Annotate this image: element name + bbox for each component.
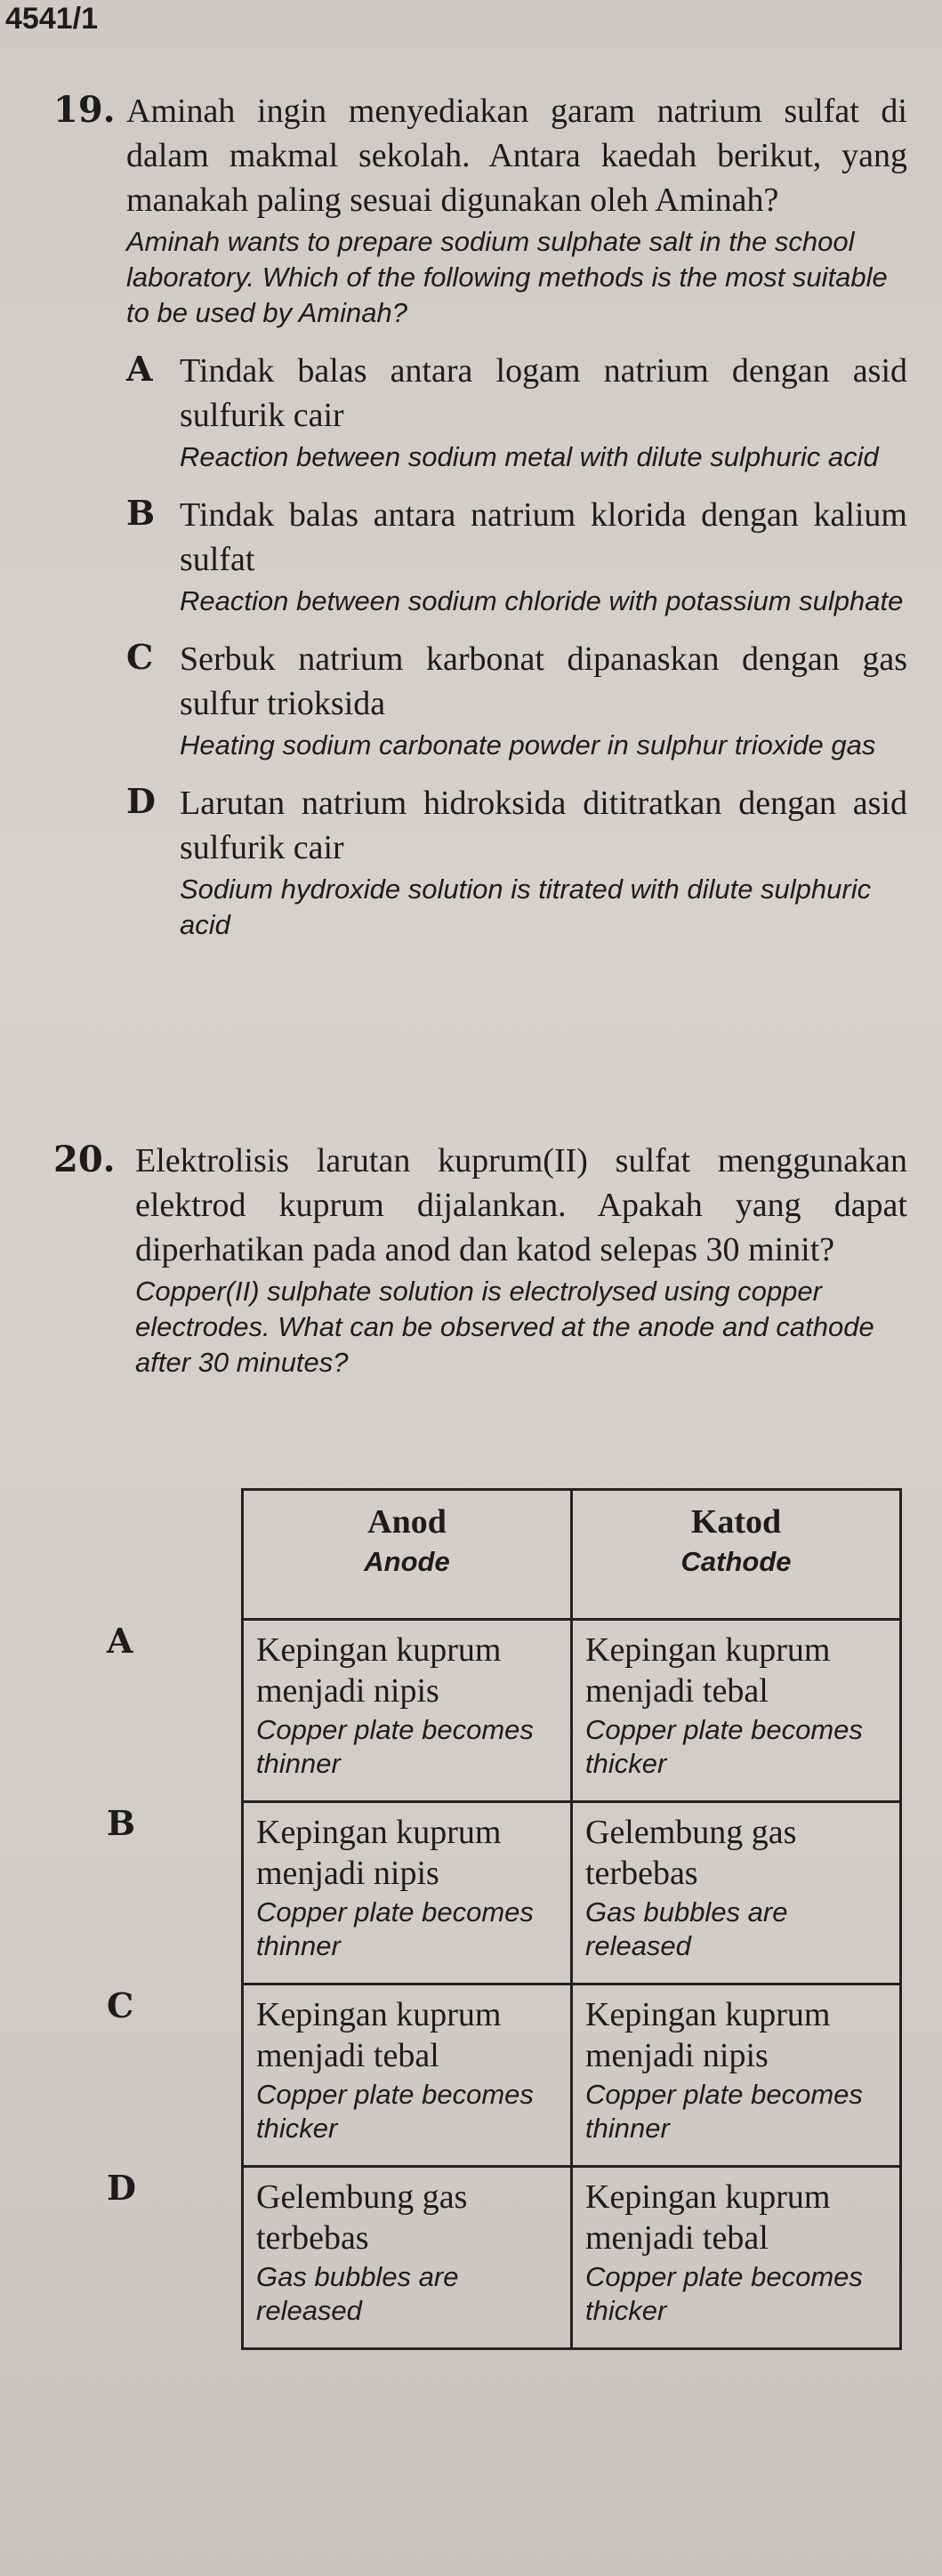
option-text-english: Reaction between sodium metal with dilute sulphuric acid <box>180 441 879 472</box>
cell-text-malay: Kepingan kuprum menjadi tebal <box>585 1631 831 1710</box>
option-c[interactable] <box>126 637 907 763</box>
header-english: Cathode <box>680 1546 792 1577</box>
header-cathode <box>572 1490 901 1620</box>
option-d[interactable] <box>126 781 907 943</box>
cell-text-english: Gas bubbles are released <box>585 1896 788 1961</box>
cell-text-english: Copper plate becomes thicker <box>585 2261 863 2326</box>
page-code: 4541/1 <box>5 2 98 36</box>
header-malay: Katod <box>690 1503 782 1541</box>
option-letter: A <box>126 349 153 389</box>
answer-table <box>53 1488 902 2350</box>
table-row-a[interactable] <box>53 1620 901 1802</box>
question-number: 20. <box>53 1139 116 1180</box>
header-anode <box>243 1490 572 1620</box>
table-row-b[interactable] <box>53 1802 901 1984</box>
cell-text-malay: Gelembung gas terbebas <box>256 2178 468 2257</box>
cell-text-english: Copper plate becomes thinner <box>256 1714 534 1779</box>
cell-text-malay: Kepingan kuprum menjadi tebal <box>585 2178 831 2257</box>
question-stem-malay: Aminah ingin menyediakan garam natrium sulfat di dalam makmal sekolah. Antara kaedah berikut, yang manakah paling sesuai digunakan oleh Aminah? <box>126 93 907 219</box>
table-row-c[interactable] <box>53 1984 901 2167</box>
cell-text-malay: Kepingan kuprum menjadi nipis <box>256 1814 502 1892</box>
anode-cell <box>243 1984 572 2167</box>
anode-cell <box>243 1802 572 1984</box>
question-20 <box>53 1139 907 1381</box>
cathode-cell <box>572 1620 901 1802</box>
anode-cell <box>243 2167 572 2349</box>
question-stem-malay: Elektrolisis larutan kuprum(II) sulfat menggunakan elektrod kuprum dijalankan. Apakah yang dapat diperhatikan pada anod dan katod selepas 30 minit? <box>135 1142 907 1268</box>
option-a[interactable] <box>126 349 907 475</box>
option-letter: A <box>107 1620 133 1661</box>
option-text-malay: Larutan natrium hidroksida dititratkan dengan asid sulfurik cair <box>180 785 907 866</box>
option-letter: D <box>126 781 156 821</box>
table-row-d[interactable] <box>53 2167 901 2349</box>
header-english: Anode <box>364 1546 450 1577</box>
header-malay: Anod <box>367 1503 447 1541</box>
cell-text-malay: Kepingan kuprum menjadi tebal <box>256 1996 502 2074</box>
cathode-cell <box>572 1802 901 1984</box>
option-letter: B <box>107 1802 136 1843</box>
option-letter: C <box>107 1984 134 2025</box>
cathode-cell <box>572 2167 901 2349</box>
cell-text-english: Copper plate becomes thinner <box>256 1896 534 1961</box>
cell-text-malay: Kepingan kuprum menjadi nipis <box>256 1631 502 1710</box>
option-letter: C <box>126 637 154 677</box>
question-stem-english: Aminah wants to prepare sodium sulphate salt in the school laboratory. Which of the following methods is the most suitable to be used by Aminah? <box>126 226 888 328</box>
cell-text-malay: Gelembung gas terbebas <box>585 1814 797 1892</box>
question-stem-english: Copper(II) sulphate solution is electrolysed using copper electrodes. What can be observed at the anode and cathode after 30 minutes? <box>135 1276 874 1378</box>
option-text-malay: Serbuk natrium karbonat dipanaskan dengan gas sulfur trioksida <box>180 640 907 722</box>
cell-text-english: Copper plate becomes thinner <box>585 2079 863 2144</box>
cell-text-english: Copper plate becomes thicker <box>585 1714 863 1779</box>
option-letter: D <box>107 2167 136 2208</box>
cathode-cell <box>572 1984 901 2167</box>
option-letter: B <box>126 493 156 533</box>
anode-cell <box>243 1620 572 1802</box>
option-text-malay: Tindak balas antara logam natrium dengan asid sulfurik cair <box>180 352 907 434</box>
cell-text-english: Gas bubbles are released <box>256 2261 459 2326</box>
option-text-english: Reaction between sodium chloride with potassium sulphate <box>180 585 904 616</box>
option-text-english: Heating sodium carbonate powder in sulphur trioxide gas <box>180 729 876 761</box>
question-19 <box>53 89 907 943</box>
option-text-malay: Tindak balas antara natrium klorida dengan kalium sulfat <box>180 496 907 578</box>
cell-text-english: Copper plate becomes thicker <box>256 2079 534 2144</box>
table-header-row <box>53 1490 901 1620</box>
option-text-english: Sodium hydroxide solution is titrated with dilute sulphuric acid <box>180 873 872 940</box>
cell-text-malay: Kepingan kuprum menjadi nipis <box>585 1996 831 2074</box>
question-number: 19. <box>53 89 116 131</box>
option-b[interactable] <box>126 493 907 619</box>
